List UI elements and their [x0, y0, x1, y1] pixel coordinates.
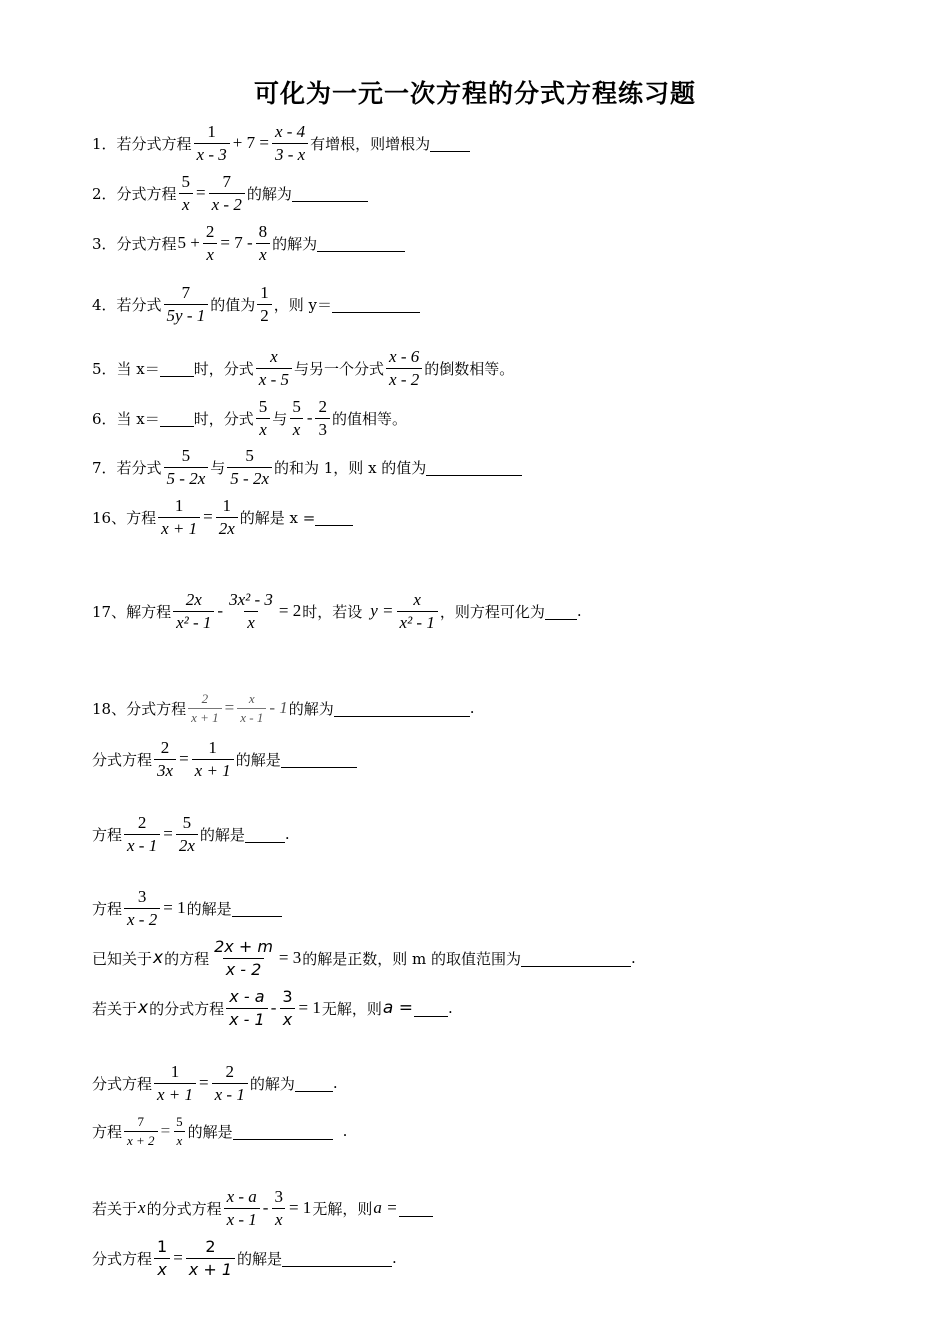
question-text: 与另一个分式 [294, 359, 385, 378]
answer-blank[interactable] [399, 1200, 433, 1217]
question-text: 的解为 [288, 699, 334, 718]
numerator: 2x + m [214, 936, 273, 956]
numerator: 2 [201, 690, 209, 706]
question-text: 若关于 [92, 1199, 138, 1218]
answer-blank[interactable] [414, 1000, 448, 1017]
question-19 [92, 732, 357, 786]
numerator: x - 6 [389, 346, 420, 366]
operator: y = [370, 601, 394, 620]
numerator: x [270, 346, 278, 366]
fraction [212, 1062, 248, 1105]
question-20 [92, 807, 290, 861]
numerator: 2 [160, 737, 170, 757]
variable: a = [382, 998, 413, 1018]
denominator: x - 1 [212, 1083, 248, 1105]
question-text: 时，分式 [193, 359, 254, 378]
fraction [194, 122, 230, 165]
operator: = [163, 824, 173, 843]
denominator: x + 1 [188, 708, 222, 726]
fraction [154, 1062, 196, 1105]
denominator: x² - 1 [397, 611, 438, 633]
denominator: x [174, 1131, 186, 1149]
answer-blank[interactable] [245, 826, 285, 843]
denominator: x - 2 [209, 193, 245, 215]
question-5 [92, 341, 514, 395]
numerator: 2 [205, 1236, 216, 1256]
fraction [186, 1237, 235, 1280]
fraction [397, 590, 438, 633]
question-text: . [332, 1074, 338, 1092]
operator: = [179, 749, 189, 768]
fraction [173, 590, 214, 633]
denominator: 2 [257, 304, 272, 326]
denominator: x [179, 193, 193, 215]
numerator: 5 [182, 812, 192, 832]
answer-blank[interactable] [295, 1075, 333, 1092]
operator: = 1 [298, 998, 321, 1017]
denominator: x - 1 [237, 708, 266, 726]
numerator: 7 [137, 1113, 145, 1129]
numerator: 3 [282, 986, 293, 1006]
fraction [237, 691, 266, 726]
fraction [179, 172, 194, 215]
fraction [209, 172, 245, 215]
question-text: 的和为 1，则 x 的值为 [274, 458, 427, 477]
operator: - 1 [269, 698, 288, 717]
operator: - [217, 601, 224, 620]
fraction [271, 1187, 286, 1230]
denominator: x [272, 1208, 286, 1230]
denominator: 2x [176, 834, 198, 856]
denominator: x - 1 [224, 1208, 260, 1230]
question-text: ，则方程可化为 [439, 602, 545, 621]
fraction [124, 887, 160, 930]
question-text: 17、解方程 [92, 602, 172, 621]
variable: x [138, 1198, 146, 1217]
question-text: 16、方程 [92, 508, 157, 527]
numerator: 1 [208, 737, 217, 757]
denominator: x + 1 [154, 1083, 196, 1105]
numerator: x - 4 [274, 121, 306, 141]
question-text: 1．若分式方程 [92, 134, 192, 153]
fraction [216, 496, 238, 539]
numerator: 8 [258, 221, 268, 241]
numerator: 2 [205, 221, 215, 241]
operator: = [203, 507, 213, 526]
question-text: 的解是 x = [239, 508, 316, 527]
question-26 [92, 1181, 433, 1235]
fraction [272, 122, 308, 165]
fraction [386, 347, 422, 390]
answer-blank[interactable] [430, 135, 470, 152]
question-text: 分式方程 [92, 750, 153, 769]
variable: a = [373, 1198, 398, 1217]
numerator: 5 [245, 445, 254, 465]
fraction [154, 1237, 170, 1280]
denominator: x - 3 [194, 143, 230, 165]
denominator: x² - 1 [173, 611, 214, 633]
fraction [315, 397, 330, 440]
fraction [256, 397, 271, 440]
question-text: 分式方程 [92, 1074, 153, 1093]
fraction [257, 283, 272, 326]
denominator: 5y - 1 [164, 304, 209, 326]
answer-blank[interactable] [317, 235, 405, 252]
operator: = [224, 698, 235, 717]
fraction [164, 446, 209, 489]
denominator: x [280, 1008, 295, 1030]
numerator: 7 [181, 282, 191, 302]
question-text: . [342, 1122, 348, 1140]
question-text: 无解，则 [312, 1199, 373, 1218]
numerator: 3x² - 3 [229, 589, 273, 609]
operator: = [199, 1073, 209, 1092]
numerator: x [248, 690, 255, 706]
numerator: 7 [222, 171, 231, 191]
operator: = [196, 183, 206, 202]
denominator: x + 2 [124, 1131, 158, 1149]
denominator: x - 1 [226, 1008, 268, 1030]
question-text: 6．当 x＝ [92, 409, 160, 428]
denominator: 5 - 2x [227, 467, 272, 489]
denominator: 3x [154, 759, 176, 781]
fraction [154, 738, 176, 781]
fraction [227, 446, 272, 489]
question-18 [92, 684, 475, 732]
question-text: 2．分式方程 [92, 184, 177, 203]
numerator: x - a [229, 986, 265, 1006]
question-text: 的值相等。 [331, 409, 407, 428]
question-2 [92, 166, 368, 220]
numerator: 2 [225, 1061, 234, 1081]
numerator: 1 [170, 1061, 180, 1081]
fraction [188, 691, 222, 726]
question-text: 的解为 [272, 234, 318, 253]
question-23 [92, 981, 453, 1035]
denominator: 2x [216, 517, 238, 539]
question-text: 时，分式 [193, 409, 254, 428]
question-text: . [631, 949, 636, 967]
numerator: 5 [181, 445, 191, 465]
question-text: 的倒数相等。 [424, 359, 515, 378]
question-text: . [469, 699, 475, 717]
numerator: 5 [176, 1113, 183, 1129]
question-text: 的解是 [186, 899, 232, 918]
numerator: 2 [137, 812, 147, 832]
question-text: 无解，则 [321, 999, 382, 1018]
numerator: x [413, 589, 421, 609]
question-text: 分式方程 [92, 1249, 153, 1268]
denominator: x [256, 418, 270, 440]
denominator: x - 2 [223, 958, 265, 980]
question-text: 的方程 [164, 949, 210, 968]
question-text: . [284, 825, 290, 843]
variable: x [138, 998, 149, 1018]
denominator: x + 1 [158, 517, 200, 539]
denominator: x [244, 611, 258, 633]
question-text: 的分式方程 [146, 1199, 222, 1218]
question-text: 有增根，则增根为 [310, 134, 431, 153]
operator: = [173, 1248, 183, 1267]
question-text: 的解为 [246, 184, 292, 203]
question-text: 的解是 [187, 1122, 233, 1141]
denominator: x - 2 [124, 908, 160, 930]
numerator: 1 [260, 282, 269, 302]
question-text: 方程 [92, 825, 123, 844]
fraction [289, 397, 304, 440]
denominator: x [154, 1258, 169, 1280]
answer-blank[interactable] [160, 360, 194, 377]
fraction [203, 222, 218, 265]
fraction [256, 222, 271, 265]
answer-blank[interactable] [282, 1250, 392, 1267]
denominator: 3 - x [272, 143, 308, 165]
fraction [173, 1114, 186, 1149]
answer-blank[interactable] [281, 751, 357, 768]
fraction [192, 738, 234, 781]
question-6 [92, 391, 407, 445]
denominator: x - 2 [386, 368, 422, 390]
question-3 [92, 216, 405, 270]
numerator: 3 [137, 886, 147, 906]
denominator: x + 1 [186, 1258, 235, 1280]
numerator: 5 [181, 171, 191, 191]
answer-blank[interactable] [160, 410, 194, 427]
question-text: 5．当 x＝ [92, 359, 160, 378]
question-text: 的分式方程 [149, 999, 225, 1018]
question-text: 与 [272, 409, 288, 428]
question-text: 方程 [92, 1122, 123, 1141]
question-1 [92, 116, 470, 170]
question-text: 时，若设 [302, 602, 363, 621]
question-text: 的解是 [237, 1249, 283, 1268]
question-25 [92, 1107, 347, 1155]
question-text: . [576, 602, 582, 620]
question-17 [92, 584, 582, 638]
question-text: 方程 [92, 899, 123, 918]
answer-blank[interactable] [292, 185, 368, 202]
answer-blank[interactable] [334, 700, 470, 717]
operator: - [270, 998, 277, 1017]
denominator: 5 - 2x [164, 467, 209, 489]
fraction [164, 283, 209, 326]
answer-blank[interactable] [426, 459, 522, 476]
question-text: 的解是 [235, 750, 281, 769]
numerator: 1 [157, 1236, 168, 1256]
question-7 [92, 440, 522, 494]
denominator: x [203, 243, 217, 265]
answer-blank[interactable] [232, 900, 282, 917]
question-text: 已知关于 [92, 949, 153, 968]
fraction [211, 937, 276, 980]
numerator: 1 [174, 495, 184, 515]
question-16 [92, 490, 353, 544]
operator: = 1 [288, 1198, 312, 1217]
question-text: 4．若分式 [92, 295, 162, 314]
denominator: 3 [315, 418, 330, 440]
page-title: 可化为一元一次方程的分式方程练习题 [253, 79, 696, 108]
variable: x [153, 948, 164, 968]
fraction [226, 590, 276, 633]
answer-blank[interactable] [315, 509, 353, 526]
operator: - [262, 1198, 269, 1217]
answer-blank[interactable] [332, 296, 420, 313]
denominator: x [290, 418, 304, 440]
operator: 5 + [177, 233, 200, 252]
question-text: 的解是正数，则 m 的取值范围为 [302, 949, 522, 968]
question-text: 的值为 [210, 295, 256, 314]
question-text: 7．若分式 [92, 458, 162, 477]
question-text: 18、分式方程 [92, 699, 187, 718]
question-text: 的解是 [199, 825, 245, 844]
question-24 [92, 1056, 338, 1110]
fraction [279, 987, 295, 1030]
fraction [256, 347, 292, 390]
question-text: 的解为 [249, 1074, 295, 1093]
operator: = 2 [278, 601, 302, 620]
numerator: 5 [292, 396, 301, 416]
question-text: . [392, 1249, 397, 1267]
question-27 [92, 1231, 397, 1285]
operator: = [160, 1121, 171, 1140]
question-text: 若关于 [92, 999, 138, 1018]
operator: = 7 - [220, 233, 253, 252]
operator: = 1 [163, 898, 186, 917]
question-4 [92, 277, 420, 331]
fraction [158, 496, 200, 539]
question-text: 与 [210, 458, 226, 477]
question-text: . [447, 999, 453, 1017]
numerator: 1 [222, 495, 231, 515]
numerator: 1 [207, 121, 216, 141]
answer-blank[interactable] [545, 603, 577, 620]
numerator: 2 [318, 396, 327, 416]
operator: = 3 [278, 948, 302, 967]
numerator: 3 [274, 1186, 283, 1206]
denominator: x - 5 [256, 368, 292, 390]
question-22 [92, 931, 636, 985]
denominator: x + 1 [192, 759, 234, 781]
question-text: ，则 y＝ [273, 295, 333, 314]
fraction [176, 813, 198, 856]
numerator: 2x [185, 589, 202, 609]
operator: - [306, 408, 313, 427]
numerator: 5 [258, 396, 268, 416]
fraction [124, 1114, 158, 1149]
fraction [226, 987, 268, 1030]
question-21 [92, 881, 282, 935]
operator: + 7 = [232, 133, 269, 152]
fraction [124, 813, 160, 856]
answer-blank[interactable] [233, 1123, 333, 1140]
numerator: x - a [226, 1186, 257, 1206]
answer-blank[interactable] [521, 950, 631, 967]
fraction [224, 1187, 260, 1230]
denominator: x - 1 [124, 834, 160, 856]
question-text: 3．分式方程 [92, 234, 177, 253]
denominator: x [256, 243, 270, 265]
